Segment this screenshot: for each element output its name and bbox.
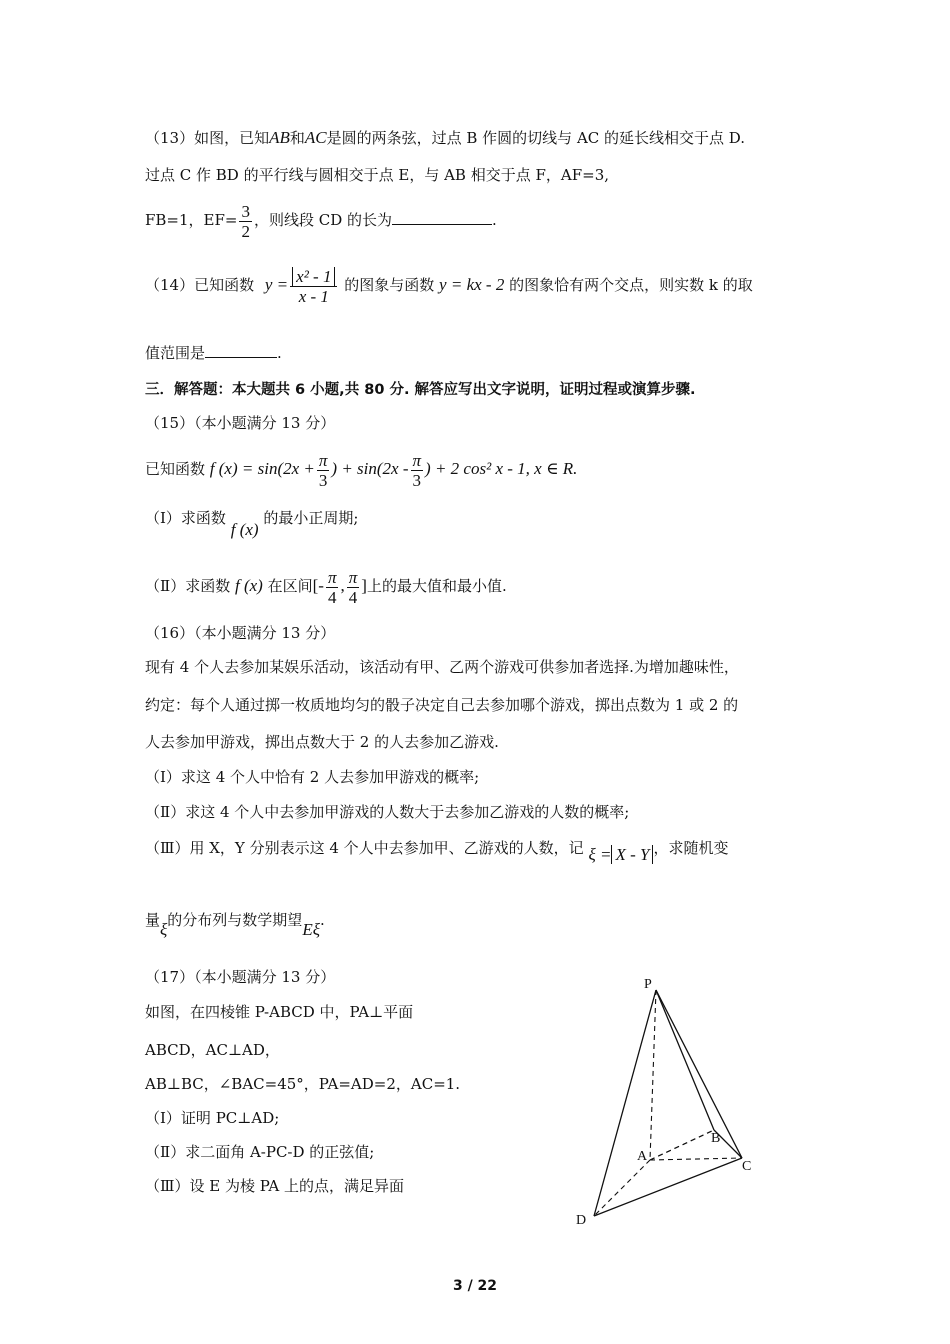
q13-line2: 过点 C 作 BD 的平行线与圆相交于点 E，与 AB 相交于点 F，AF=3,: [145, 166, 610, 184]
fx: f (x): [234, 576, 263, 595]
q16-part1: （Ⅰ）求这 4 个人中恰有 2 人去参加甲游戏的概率;: [145, 768, 480, 786]
edge-dc: [594, 1158, 742, 1216]
q17-line1: 如图，在四棱锥 P-ABCD 中，PA⊥平面: [145, 1003, 414, 1021]
q14-text: .: [277, 344, 282, 362]
edge-ac: [650, 1158, 742, 1160]
q14-text: 的图象与函数: [344, 276, 435, 294]
q14-text: （14）已知函数: [145, 276, 255, 294]
label-b: B: [711, 1131, 721, 1146]
ef-numerator: 3: [241, 201, 250, 221]
q13-text: FB=1，EF=: [145, 211, 238, 229]
q17-line3: AB⊥BC，∠BAC=45°，PA=AD=2，AC=1.: [145, 1075, 461, 1093]
q14-text: 值范围是: [145, 344, 206, 362]
q13-text: ，则线段 CD 的长为: [253, 211, 393, 229]
pi: π: [327, 567, 337, 587]
q17-part2: （Ⅱ）求二面角 A-PC-D 的正弦值;: [145, 1143, 375, 1161]
q16-text: 量: [145, 911, 161, 929]
q15-header: （15）（本小题满分 13 分）: [145, 414, 336, 432]
answer-blank: [392, 210, 492, 225]
q14-numerator: [290, 267, 337, 287]
q16-line1: 现有 4 个人去参加某娱乐活动，该活动有甲、乙两个游戏可供参加者选择.为增加趣味性，: [145, 658, 739, 676]
q17-part1: （Ⅰ）证明 PC⊥AD;: [145, 1109, 280, 1127]
three: 3: [412, 470, 422, 490]
q16-part4: [145, 910, 325, 939]
section-title: 三．解答题：本大题共 6 小题,共 80 分. 解答应写出文字说明，证明过程或演算步骤.: [145, 382, 696, 398]
q14-line1: [145, 264, 753, 306]
q15-part2: [145, 565, 507, 607]
xi: ξ: [160, 920, 168, 939]
pyramid-figure: [560, 968, 790, 1230]
pi-over-3: [317, 451, 330, 490]
edge-pb: [656, 990, 714, 1130]
q15-text: （Ⅰ）求函数: [145, 509, 226, 527]
pi-over-4: [347, 568, 360, 607]
fx: f (x): [230, 520, 259, 539]
q14-line2: [145, 343, 282, 363]
q14-text: 的图象恰有两个交点，则实数 k 的取: [509, 276, 753, 294]
ef-fraction: [239, 202, 252, 241]
pi: π: [412, 450, 422, 470]
q16-part3: [145, 838, 729, 864]
q13-text: .: [492, 211, 497, 229]
q16-header: （16）（本小题满分 13 分）: [145, 624, 336, 642]
four: 4: [348, 587, 358, 607]
q15-line1: [145, 448, 577, 490]
four: 4: [327, 587, 337, 607]
q14-abs: x² - 1: [292, 267, 335, 286]
q16-part2: （Ⅱ）求这 4 个人中去参加甲游戏的人数大于去参加乙游戏的人数的概率;: [145, 803, 630, 821]
edge-pc: [656, 990, 742, 1158]
q16-text: .: [319, 911, 325, 929]
q13-line3: [145, 200, 497, 241]
q15-formula-part: ) + 2 cos² x - 1, x ∈ R.: [425, 459, 578, 478]
label-d: D: [576, 1213, 587, 1228]
q13-ab: AB: [269, 128, 290, 147]
q17-part3: （Ⅲ）设 E 为棱 PA 上的点，满足异面: [145, 1177, 405, 1195]
q17-line2: ABCD，AC⊥AD，: [145, 1041, 280, 1059]
q14-denominator: x - 1: [298, 286, 329, 306]
pi-over-3: [411, 451, 424, 490]
q14-line-func: y = kx - 2: [439, 275, 505, 294]
q16-line2: 约定：每个人通过掷一枚质地均匀的骰子决定自己去参加哪个游戏，掷出点数为 1 或 2 的: [145, 696, 739, 714]
edge-pd: [594, 990, 656, 1216]
ef-denominator: 2: [241, 221, 250, 241]
q15-text: 在区间: [267, 577, 313, 595]
q15-text: （Ⅱ）求函数: [145, 577, 231, 595]
abs-x-minus-y: X - Y: [611, 845, 653, 864]
bracket: [-: [312, 576, 324, 595]
pi: π: [318, 450, 328, 470]
q17-header: （17）（本小题满分 13 分）: [145, 968, 336, 986]
q16-text: 的分布列与数学期望: [167, 911, 303, 929]
three: 3: [318, 470, 328, 490]
pi-over-4: [326, 568, 339, 607]
q15-text: 已知函数: [145, 460, 206, 478]
q16-line3: 人去参加甲游戏，掷出点数大于 2 的人去参加乙游戏.: [145, 733, 499, 751]
page-number: 3 / 22: [452, 1278, 498, 1294]
label-a: A: [637, 1149, 648, 1164]
bracket: ]: [361, 576, 367, 595]
q13-text: 是圆的两条弦，过点 B 作圆的切线与 AC 的延长线相交于点 D.: [326, 129, 746, 147]
q15-part1: [145, 508, 359, 539]
q13-text: （13）如图，已知: [145, 129, 270, 147]
q15-formula-part: ) + sin(2x -: [331, 459, 409, 478]
q13-line1: [145, 128, 745, 148]
q15-formula-part: f (x) = sin(2x +: [209, 459, 315, 478]
q15-text: 的最小正周期;: [263, 509, 359, 527]
edge-pa: [650, 990, 656, 1160]
q13-ac: AC: [304, 128, 327, 147]
label-c: C: [742, 1159, 752, 1174]
expectation: Eξ: [302, 920, 320, 939]
q15-text: 上的最大值和最小值.: [366, 577, 507, 595]
xi-eq: ξ =: [588, 845, 612, 864]
q14-y-eq: y =: [264, 275, 289, 294]
comma: ,: [340, 576, 345, 595]
q14-fraction: [290, 267, 337, 306]
edge-ab-dash: [650, 1130, 714, 1160]
pi: π: [348, 567, 358, 587]
q13-text: 和: [289, 129, 305, 147]
answer-blank: [205, 343, 277, 358]
label-p: P: [644, 977, 652, 992]
q16-text: （Ⅲ）用 X，Y 分别表示这 4 个人中去参加甲、乙游戏的人数，记: [145, 839, 584, 857]
q16-text: ，求随机变: [653, 839, 729, 857]
edge-ad: [594, 1160, 650, 1216]
